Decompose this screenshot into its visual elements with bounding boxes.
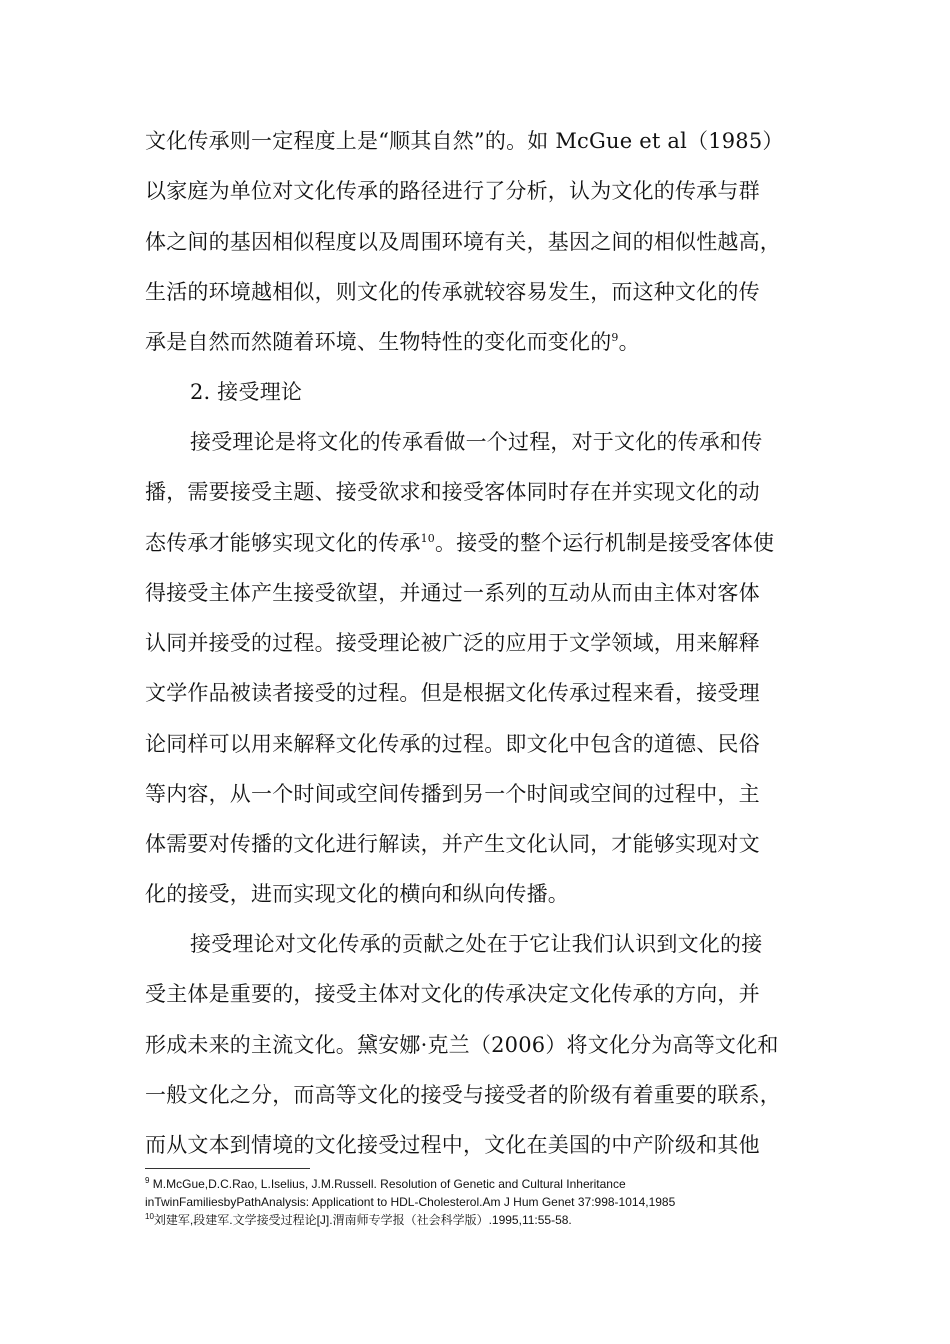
body-line: 形成未来的主流文化。黛安娜·克兰（2006）将文化分为高等文化和 — [145, 1033, 779, 1057]
body-line: 文化传承则一定程度上是“顺其自然”的。如 McGue et al（1985） — [145, 129, 784, 153]
footnote-10: $^{10}$刘建军,段建军.文学接受过程论[J].渭南师专学报（社会科学版）.1995,11:55-58. — [145, 1212, 572, 1227]
footnote-ref-9[interactable]: 9 — [611, 331, 619, 344]
footnote-9: $^9$ M.McGue,D.C.Rao, L.Iselius, J.M.Russell. Resolution of Genetic and Cultural Inheritance — [145, 1176, 626, 1191]
body-line: 得接受主体产生接受欲望，并通过一系列的互动从而由主体对客体 — [145, 581, 760, 605]
body-line: 接受理论是将文化的传承看做一个过程，对于文化的传承和传 — [190, 430, 763, 454]
footnote-separator — [145, 1168, 310, 1169]
body-line: 体需要对传播的文化进行解读，并产生文化认同，才能够实现对文 — [145, 832, 760, 856]
body-line: 一般文化之分，而高等文化的接受与接受者的阶级有着重要的联系， — [145, 1083, 781, 1107]
body-line: 受主体是重要的，接受主体对文化的传承决定文化传承的方向，并 — [145, 982, 760, 1006]
footnote-9-continued: inTwinFamiliesbyPathAnalysis: Applicationt to HDL-Cholesterol.Am J Hum Genet 37:998-1014,1985 — [145, 1195, 676, 1209]
body-line: 等内容，从一个时间或空间传播到另一个时间或空间的过程中，主 — [145, 782, 760, 806]
body-line: 认同并接受的过程。接受理论被广泛的应用于文学领域，用来解释 — [145, 631, 760, 655]
body-line: 体之间的基因相似程度以及周围环境有关，基因之间的相似性越高， — [145, 230, 781, 254]
body-line: 生活的环境越相似，则文化的传承就较容易发生，而这种文化的传 — [145, 280, 760, 304]
body-line: 文学作品被读者接受的过程。但是根据文化传承过程来看，接受理 — [145, 681, 760, 705]
body-line: 论同样可以用来解释文化传承的过程。即文化中包含的道德、民俗 — [145, 732, 760, 756]
body-line: 播，需要接受主题、接受欲求和接受客体同时存在并实现文化的动 — [145, 480, 760, 504]
section-heading: 2. 接受理论 — [190, 380, 303, 404]
body-line: 态传承才能够实现文化的传承$^{10}$。接受的整个运行机制是接受客体使 — [145, 531, 775, 555]
body-line: 承是自然而然随着环境、生物特性的变化而变化的$^9$。 — [145, 330, 640, 354]
body-line: 接受理论对文化传承的贡献之处在于它让我们认识到文化的接 — [190, 932, 763, 956]
body-line: 而从文本到情境的文化接受过程中，文化在美国的中产阶级和其他 — [145, 1133, 760, 1157]
body-line: 化的接受，进而实现文化的横向和纵向传播。 — [145, 882, 569, 906]
body-line: 以家庭为单位对文化传承的路径进行了分析，认为文化的传承与群 — [145, 179, 760, 203]
footnote-ref-10[interactable]: 10 — [420, 532, 436, 545]
